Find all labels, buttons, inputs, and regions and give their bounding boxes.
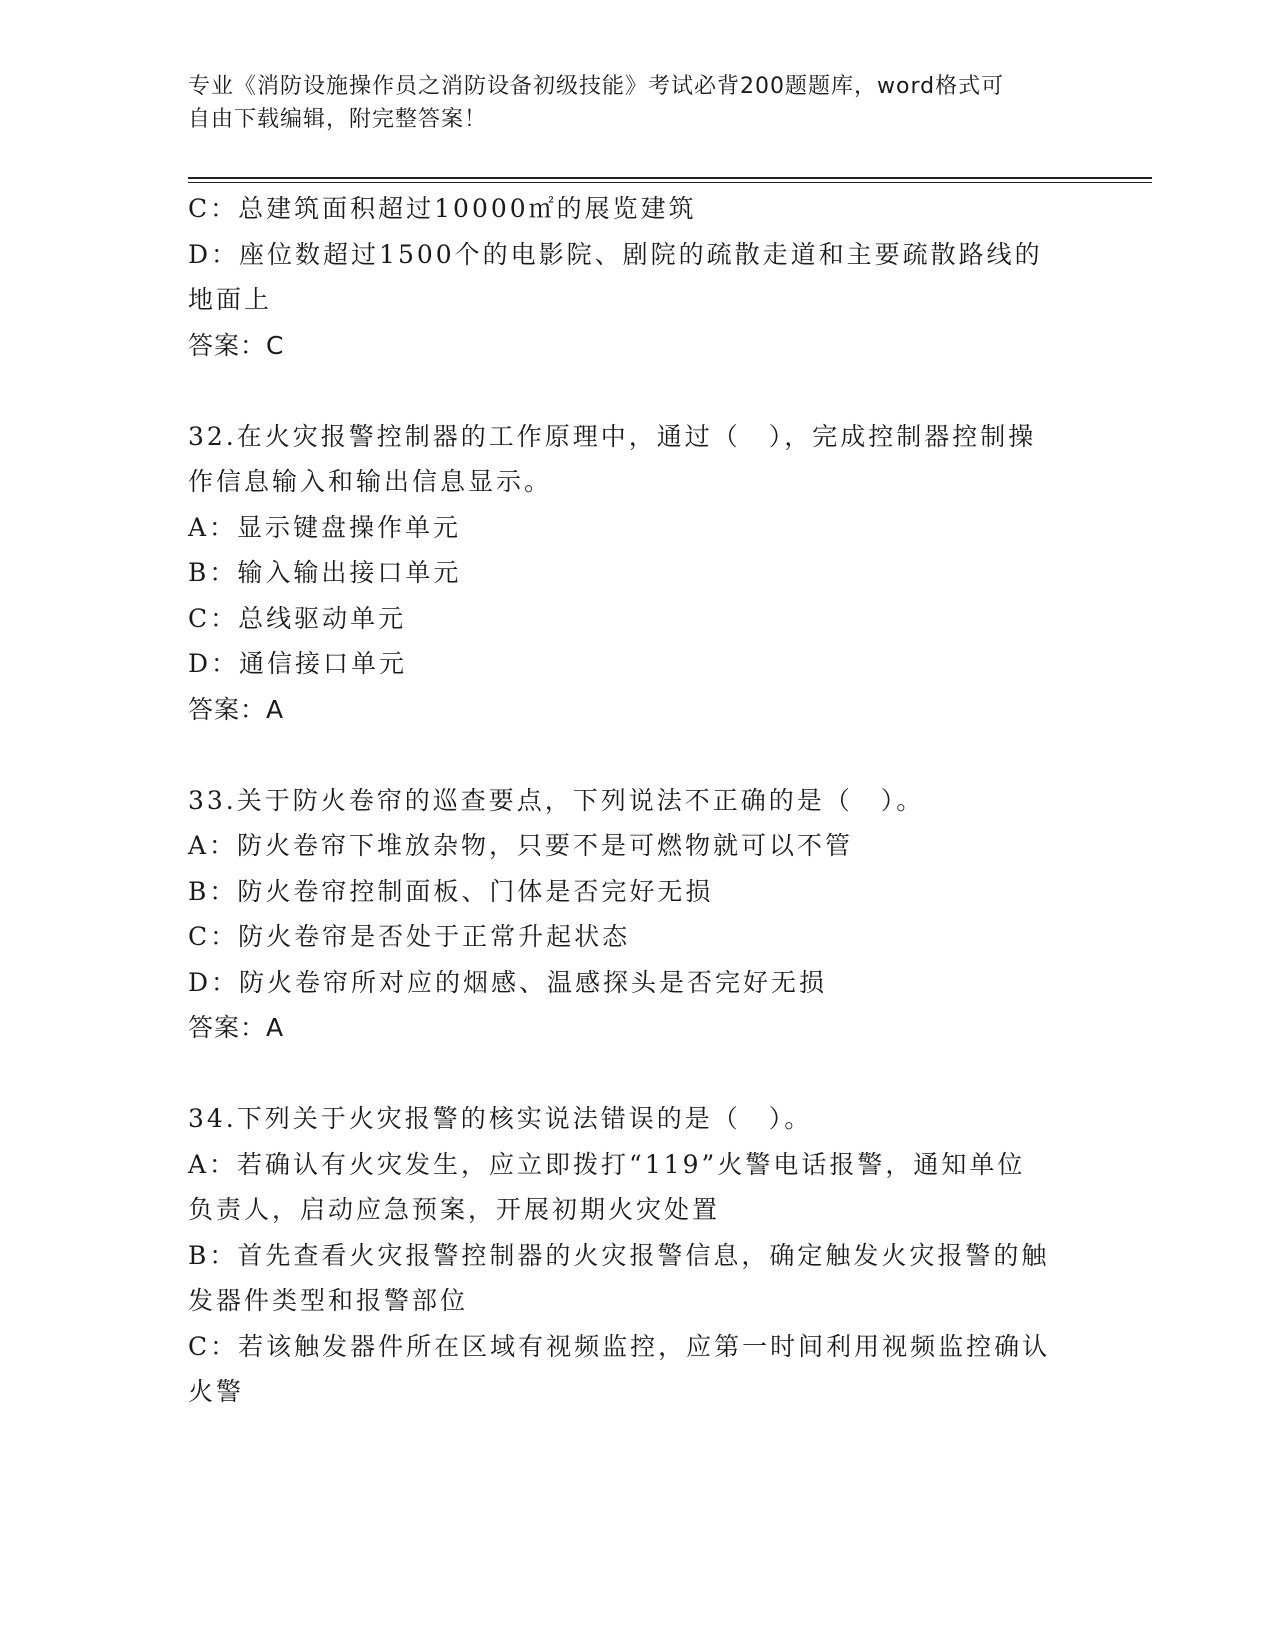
option-c: C：防火卷帘是否处于正常升起状态 (188, 922, 631, 951)
question-31-tail (188, 186, 1088, 368)
question-32 (188, 414, 1088, 733)
option-a-continued: 负责人，启动应急预案，开展初期火灾处置 (188, 1195, 721, 1224)
header-divider (188, 177, 1152, 183)
option-a: A：若确认有火灾发生，应立即拨打“119”火警电话报警，通知单位 (188, 1149, 1026, 1179)
question-text: 34.下列关于火灾报警的核实说法错误的是（ ）。 (188, 1104, 813, 1133)
option-d: D：通信接口单元 (188, 649, 408, 678)
header-line-1: 专业《消防设施操作员之消防设备初级技能》考试必背200题题库，word格式可 (188, 74, 1005, 99)
option-d-continued: 地面上 (188, 285, 273, 314)
option-c: C：总建筑面积超过10000㎡的展览建筑 (188, 194, 697, 223)
option-c-continued: 火警 (188, 1377, 245, 1406)
page-header (188, 70, 1068, 136)
answer: 答案：C (188, 330, 285, 360)
option-a: A：防火卷帘下堆放杂物，只要不是可燃物就可以不管 (188, 831, 854, 860)
option-a: A：显示键盘操作单元 (188, 512, 462, 542)
answer: 答案：A (188, 1013, 285, 1042)
question-33 (188, 778, 1088, 1051)
question-text-continued: 作信息输入和输出信息显示。 (188, 467, 553, 496)
document-body (188, 186, 1088, 1415)
header-line-2: 自由下载编辑，附完整答案！ (188, 107, 488, 132)
question-34 (188, 1096, 1088, 1415)
question-text: 32.在火灾报警控制器的工作原理中，通过（ ），完成控制器控制操 (188, 421, 1037, 451)
option-b: B：首先查看火灾报警控制器的火灾报警信息，确定触发火灾报警的触 (188, 1240, 1050, 1270)
question-text: 33.关于防火卷帘的巡查要点，下列说法不正确的是（ ）。 (188, 785, 925, 815)
spacer (188, 1051, 1088, 1097)
option-b: B：防火卷帘控制面板、门体是否完好无损 (188, 876, 714, 906)
option-c: C：若该触发器件所在区域有视频监控，应第一时间利用视频监控确认 (188, 1331, 1051, 1361)
option-b: B：输入输出接口单元 (188, 558, 462, 587)
option-d: D：防火卷帘所对应的烟感、温感探头是否完好无损 (188, 967, 828, 997)
option-d: D：座位数超过1500个的电影院、剧院的疏散走道和主要疏散路线的 (188, 239, 1043, 269)
answer: 答案：A (188, 694, 285, 724)
option-c: C：总线驱动单元 (188, 603, 407, 633)
spacer (188, 368, 1088, 414)
spacer (188, 732, 1088, 778)
option-b-continued: 发器件类型和报警部位 (188, 1286, 469, 1315)
